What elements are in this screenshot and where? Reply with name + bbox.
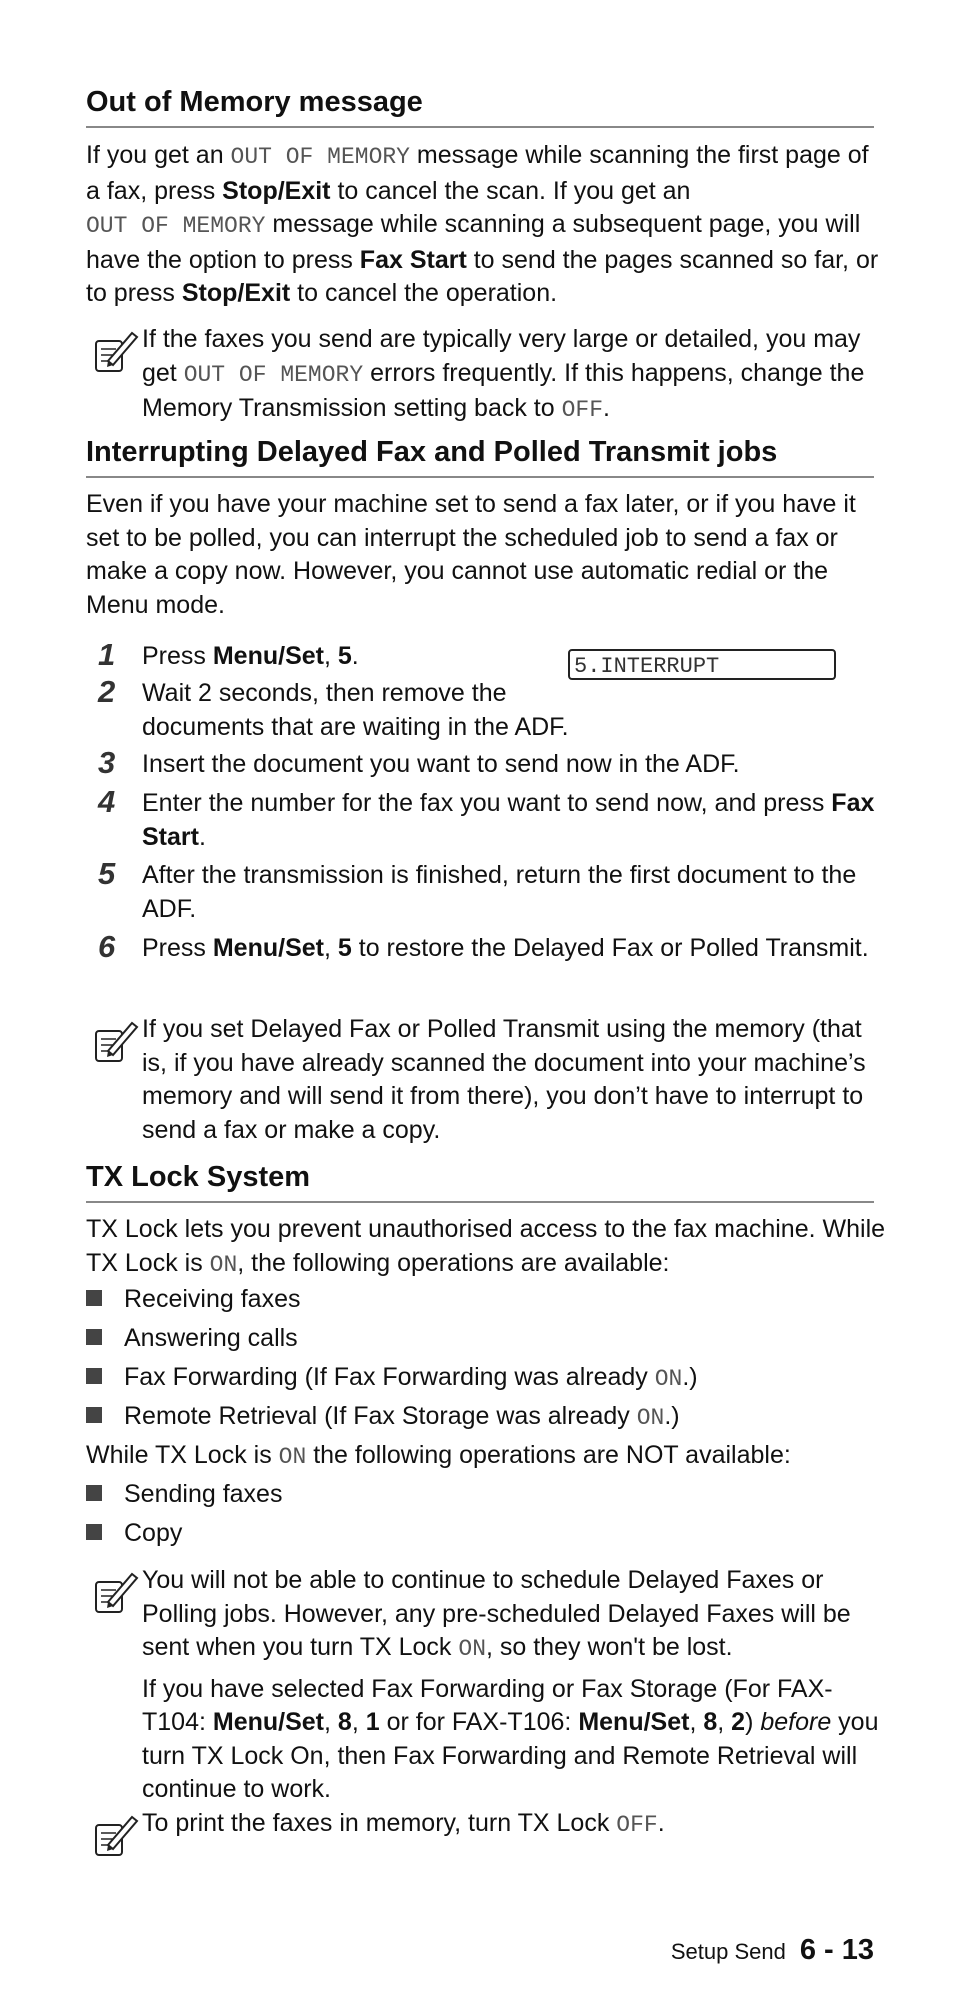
square-bullet-icon xyxy=(86,1290,102,1306)
lcd-text: OUT OF MEMORY xyxy=(230,144,410,170)
note-memory xyxy=(92,323,882,428)
note-print-memory xyxy=(92,1807,882,1843)
section-heading-interrupting: Interrupting Delayed Fax and Polled Transmit jobs xyxy=(86,434,874,478)
out-of-memory-paragraph: If you get an OUT OF MEMORY message while scanning the first page of a fax, press Stop/Exit to cancel the scan. If you get an OUT OF MEMORY message while scanning a subsequent page, you will have the option to press Fax Start to send the pages scanned so far, or to press Stop/Exit to cancel the operation. xyxy=(86,141,879,307)
square-bullet-icon xyxy=(86,1368,102,1384)
note-text: If you set Delayed Fax or Polled Transmit using the memory (that is, if you have already scanned the document into your machine’s memory and will send it from there), you don’t have to interrupt to send a fax or make a copy. xyxy=(142,1015,866,1144)
step-2: 2 Wait 2 seconds, then remove the documents that are waiting in the ADF. xyxy=(98,674,569,741)
note-pencil-icon xyxy=(92,327,140,375)
square-bullet-icon xyxy=(86,1485,102,1501)
step-6: 6 Press Menu/Set, 5 to restore the Delayed Fax or Polled Transmit. xyxy=(98,929,869,964)
square-bullet-icon xyxy=(86,1524,102,1540)
note-text: If the faxes you send are typically very large or detailed, you may get OUT OF MEMORY errors frequently. If this happens, change the Memory Transmission setting back to OFF. xyxy=(142,325,865,423)
footer-section-name: Setup Send xyxy=(670,1939,786,1964)
lcd-text: OUT OF MEMORY xyxy=(86,213,266,239)
page-number: 6 - 13 xyxy=(799,1934,874,1966)
square-bullet-icon xyxy=(86,1329,102,1345)
note-interrupt xyxy=(92,1013,882,1147)
lcd-display: 5.INTERRUPT xyxy=(568,649,836,680)
key-name: Stop/Exit xyxy=(222,176,331,205)
section-heading-tx-lock: TX Lock System xyxy=(86,1159,874,1203)
list-item: Sending faxes xyxy=(86,1478,282,1511)
list-item: Copy xyxy=(86,1517,182,1550)
list-item: Fax Forwarding (If Fax Forwarding was already ON.) xyxy=(86,1361,698,1396)
square-bullet-icon xyxy=(86,1407,102,1423)
note-tx-lock xyxy=(92,1564,882,1807)
step-1: 1 Press Menu/Set, 5. xyxy=(98,637,359,672)
tx-lock-paragraph: TX Lock lets you prevent unauthorised access to the fax machine. While TX Lock is ON, the following operations are available: xyxy=(86,1215,886,1278)
list-item: Remote Retrieval (If Fax Storage was already ON.) xyxy=(86,1400,680,1435)
section-heading-out-of-memory: Out of Memory message xyxy=(86,84,874,128)
note-text: To print the faxes in memory, turn TX Lock OFF. xyxy=(142,1809,665,1838)
note-text: You will not be able to continue to schedule Delayed Faxes or Polling jobs. However, any pre-scheduled Delayed Faxes will be sent when you turn TX Lock ON, so they won't be lost. If you have selected Fax Forwarding or Fax Storage (For FAX-T104: Menu/Set, 8, 1 or for FAX-T106: Menu/Set, 8, 2) before you turn TX Lock On, then Fax Forwarding and Remote Retrieval will continue to work. xyxy=(142,1566,879,1803)
step-5: 5 After the transmission is finished, return the first document to the ADF. xyxy=(98,856,857,923)
note-pencil-icon xyxy=(92,1017,140,1065)
page-footer xyxy=(671,1934,874,1967)
interrupt-paragraph: Even if you have your machine set to send a fax later, or if you have it set to be polled, you can interrupt the scheduled job to send a fax or make a copy now. However, you cannot use automatic redial or the Menu mode. xyxy=(86,490,856,619)
list-item: Receiving faxes xyxy=(86,1283,300,1316)
note-pencil-icon xyxy=(92,1811,140,1859)
note-pencil-icon xyxy=(92,1568,140,1616)
key-name: Fax Start xyxy=(359,245,467,274)
key-name: Stop/Exit xyxy=(181,279,291,307)
step-4: 4 Enter the number for the fax you want to send now, and press Fax Start. xyxy=(98,784,875,851)
tx-lock-unavailable-intro: While TX Lock is ON the following operations are NOT available: xyxy=(86,1441,791,1470)
list-item: Answering calls xyxy=(86,1322,298,1355)
step-3: 3 Insert the document you want to send now in the ADF. xyxy=(98,745,740,780)
